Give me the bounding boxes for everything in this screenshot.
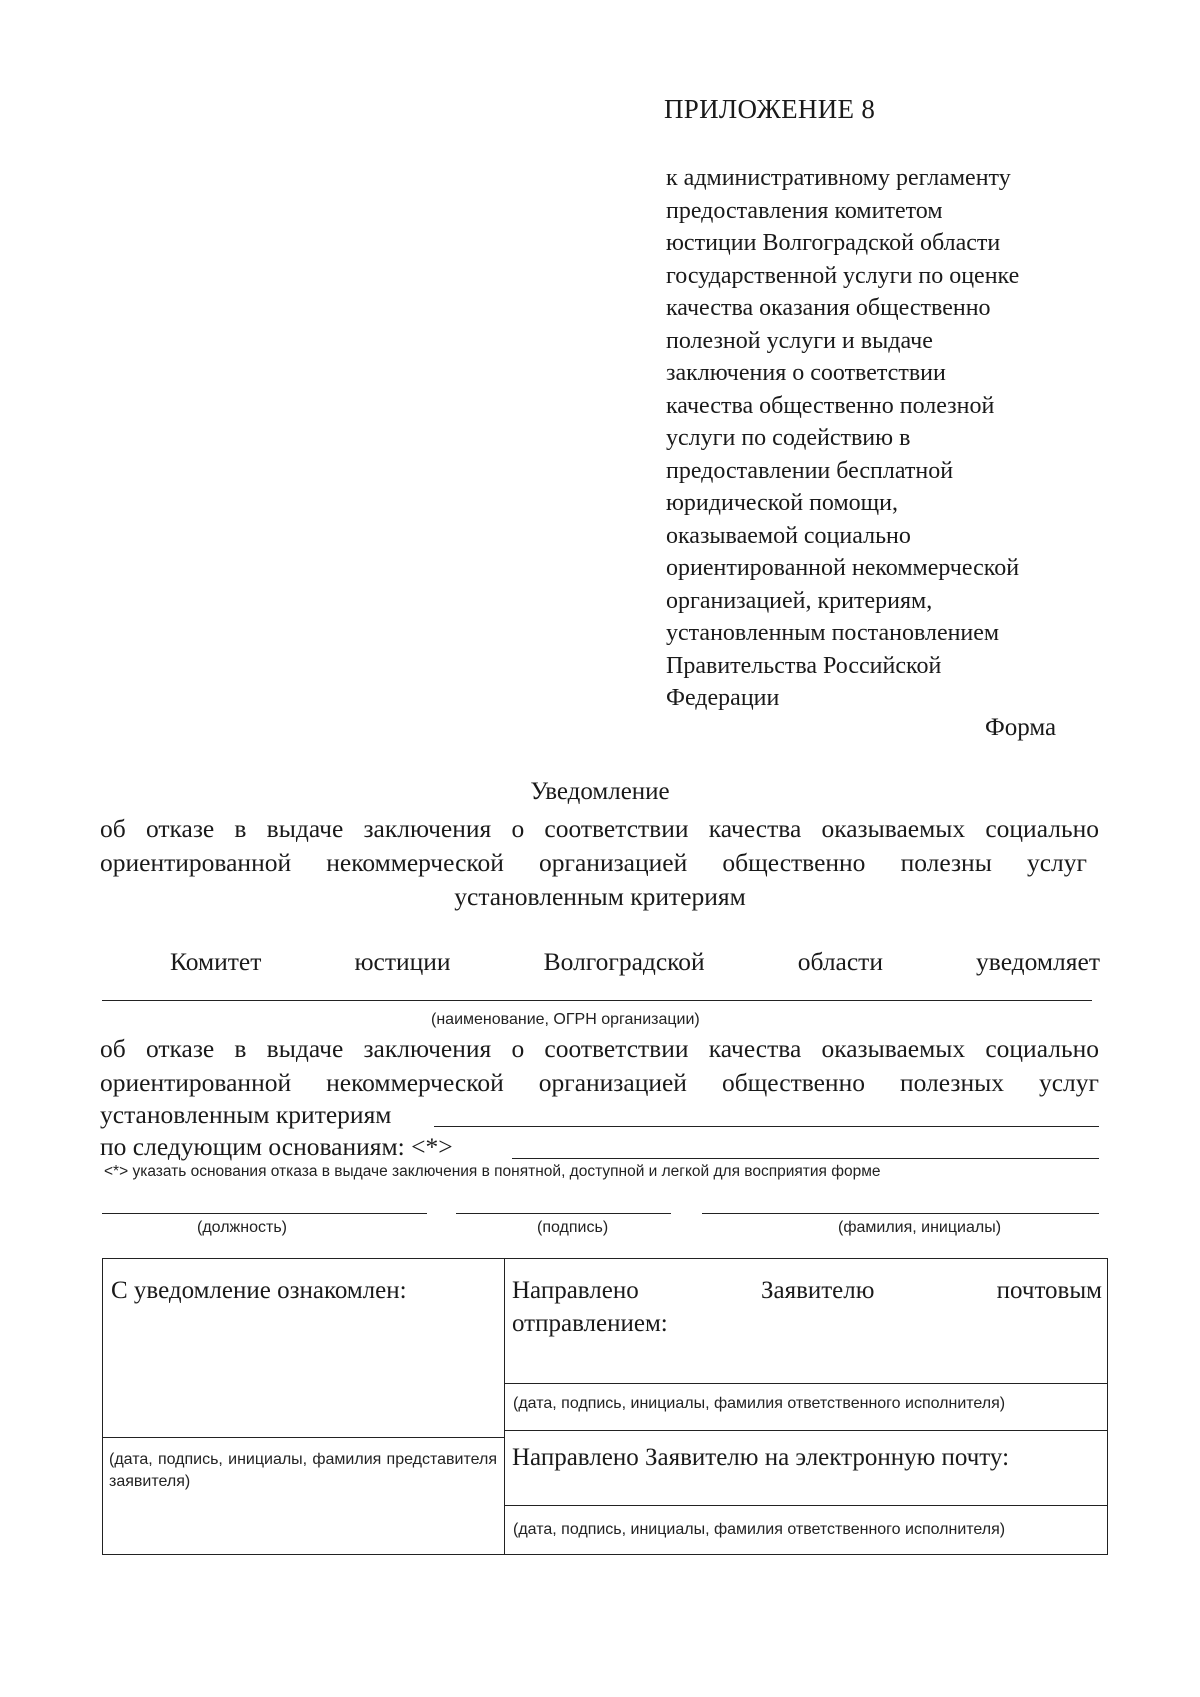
position-caption: (должность) [197, 1219, 287, 1236]
appendix-title: ПРИЛОЖЕНИЕ 8 [664, 94, 876, 124]
signature-caption: (подпись) [537, 1219, 609, 1236]
appendix-subtitle-line: качества общественно полезной [666, 392, 995, 419]
acknowledged-label: С уведомление ознакомлен: [111, 1277, 407, 1304]
mail-sent-line: отправлением: [512, 1310, 668, 1337]
appendix-subtitle-line: юстиции Волгоградской области [666, 230, 1001, 256]
position-signature-line [102, 1213, 427, 1214]
email-sent-label: Направлено Заявителю на электронную почту: [512, 1444, 1010, 1471]
appendix-subtitle-line: услуги по содействию в [666, 425, 911, 451]
appendix-subtitle-line: юридической помощи, [666, 490, 898, 516]
table-column-divider [504, 1259, 505, 1554]
mail-sent-word: почтовым [996, 1277, 1102, 1304]
name-caption: (фамилия, инициалы) [838, 1219, 1002, 1236]
appendix-subtitle-line: установленным постановлением [666, 620, 1000, 646]
committee-word: области [797, 947, 883, 976]
refusal-line: установленным критериям [100, 1100, 392, 1129]
footnote: <*> указать основания отказа в выдаче заключения в понятной, доступной и легкой для восприятия форме [104, 1163, 881, 1180]
table-row-divider [504, 1505, 1107, 1506]
mail-sent-word: Направлено [512, 1277, 639, 1304]
grounds-label: по следующим основаниям: <*> [100, 1132, 453, 1161]
appendix-subtitle-line: Правительства Российской [666, 652, 942, 679]
appendix-subtitle-line: ориентированной некоммерческой [666, 555, 1020, 581]
appendix-subtitle-line: к административному регламенту [666, 165, 1011, 191]
table-row-divider [103, 1437, 504, 1438]
appendix-subtitle-line: предоставлении бесплатной [666, 457, 954, 484]
appendix-subtitle-line: предоставления комитетом [666, 197, 943, 224]
mail-sent-word: Заявителю [760, 1277, 875, 1304]
executor-caption: (дата, подпись, инициалы, фамилия ответственного исполнителя) [513, 1521, 1006, 1538]
appendix-subtitle-line: качества оказания общественно [666, 295, 991, 321]
committee-statement [170, 947, 1100, 977]
applicant-rep-caption: (дата, подпись, инициалы, фамилия представителя заявителя) [109, 1451, 497, 1490]
grounds-blank-line [512, 1158, 1099, 1159]
refusal-line: ориентированной некоммерческой организацией общественно полезных услуг [100, 1068, 1099, 1097]
appendix-subtitle [666, 162, 1126, 715]
name-signature-line [702, 1213, 1099, 1214]
appendix-subtitle-line: заключения о соответствии [666, 360, 946, 386]
acknowledgement-table [102, 1258, 1108, 1555]
appendix-subtitle-line: полезной услуги и выдаче [666, 327, 933, 354]
signature-line [456, 1213, 671, 1214]
committee-word: юстиции [354, 947, 451, 976]
notice-heading-line: ориентированной некоммерческой организацией общественно полезны услуг [100, 848, 1087, 877]
notice-heading-line: установленным критериям [454, 882, 746, 911]
committee-word: Комитет [170, 947, 262, 976]
appendix-subtitle-line: государственной услуги по оценке [666, 262, 1020, 289]
refusal-line: об отказе в выдаче заключения о соответствии качества оказываемых социально [100, 1034, 1099, 1063]
committee-word: Волгоградской [543, 947, 705, 976]
committee-word: уведомляет [976, 947, 1100, 976]
organization-caption: (наименование, ОГРН организации) [431, 1011, 700, 1028]
table-row-divider [504, 1430, 1107, 1431]
table-row-divider [504, 1383, 1107, 1384]
appendix-subtitle-line: Федерации [666, 685, 780, 711]
executor-caption: (дата, подпись, инициалы, фамилия ответственного исполнителя) [513, 1395, 1006, 1412]
mail-sent-line [512, 1277, 1102, 1305]
notice-heading-line: об отказе в выдаче заключения о соответствии качества оказываемых социально [100, 814, 1099, 843]
appendix-subtitle-line: оказываемой социально [666, 522, 911, 549]
form-label: Форма [985, 714, 1057, 741]
appendix-subtitle-line: организацией, критериям, [666, 587, 933, 614]
criteria-blank-line [434, 1126, 1099, 1127]
organization-blank-line [102, 1000, 1092, 1001]
notice-title: Уведомление [530, 778, 670, 805]
